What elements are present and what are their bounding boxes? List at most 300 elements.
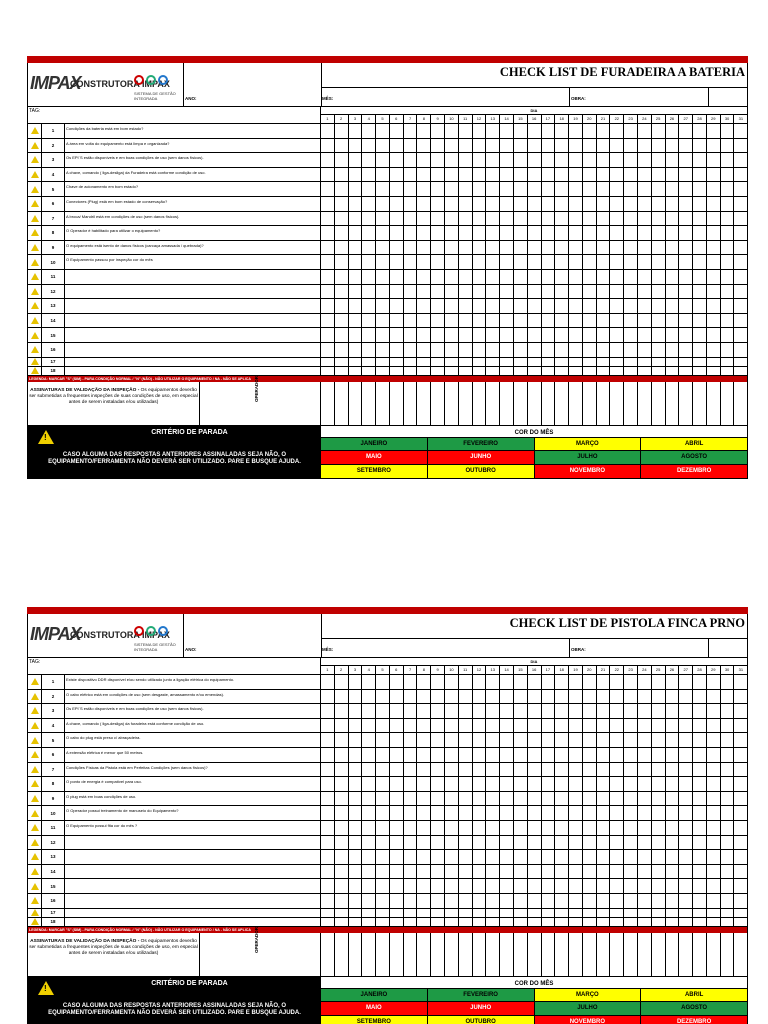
day-check-cell[interactable] bbox=[542, 690, 556, 704]
day-check-cell[interactable] bbox=[473, 719, 487, 733]
day-check-cell[interactable] bbox=[734, 139, 747, 153]
day-check-cell[interactable] bbox=[349, 836, 363, 850]
day-check-cell[interactable] bbox=[500, 763, 514, 777]
day-check-cell[interactable] bbox=[376, 168, 390, 182]
day-check-cell[interactable] bbox=[542, 153, 556, 167]
signature-cell[interactable] bbox=[459, 933, 473, 976]
day-check-cell[interactable] bbox=[514, 675, 528, 689]
day-check-cell[interactable] bbox=[376, 241, 390, 255]
day-check-cell[interactable] bbox=[514, 358, 528, 366]
day-check-cell[interactable] bbox=[362, 226, 376, 240]
day-check-cell[interactable] bbox=[390, 343, 404, 357]
signature-cell[interactable] bbox=[500, 933, 514, 976]
day-check-cell[interactable] bbox=[473, 182, 487, 196]
day-check-cell[interactable] bbox=[666, 719, 680, 733]
day-check-cell[interactable] bbox=[707, 343, 721, 357]
day-check-cell[interactable] bbox=[431, 226, 445, 240]
day-check-cell[interactable] bbox=[707, 197, 721, 211]
day-check-cell[interactable] bbox=[390, 314, 404, 328]
day-check-cell[interactable] bbox=[583, 255, 597, 269]
day-check-cell[interactable] bbox=[652, 197, 666, 211]
day-check-cell[interactable] bbox=[335, 690, 349, 704]
day-check-cell[interactable] bbox=[652, 704, 666, 718]
day-check-cell[interactable] bbox=[610, 241, 624, 255]
day-check-cell[interactable] bbox=[459, 850, 473, 864]
day-check-cell[interactable] bbox=[500, 748, 514, 762]
day-check-cell[interactable] bbox=[486, 865, 500, 879]
day-check-cell[interactable] bbox=[638, 918, 652, 926]
day-check-cell[interactable] bbox=[376, 704, 390, 718]
day-check-cell[interactable] bbox=[569, 865, 583, 879]
day-check-cell[interactable] bbox=[445, 299, 459, 313]
day-check-cell[interactable] bbox=[404, 865, 418, 879]
day-check-cell[interactable] bbox=[638, 894, 652, 908]
day-check-cell[interactable] bbox=[666, 343, 680, 357]
day-check-cell[interactable] bbox=[679, 314, 693, 328]
day-check-cell[interactable] bbox=[528, 241, 542, 255]
day-check-cell[interactable] bbox=[445, 255, 459, 269]
day-check-cell[interactable] bbox=[362, 343, 376, 357]
day-check-cell[interactable] bbox=[624, 704, 638, 718]
day-check-cell[interactable] bbox=[707, 367, 721, 375]
day-check-cell[interactable] bbox=[404, 343, 418, 357]
day-check-cell[interactable] bbox=[473, 763, 487, 777]
day-check-cell[interactable] bbox=[528, 777, 542, 791]
day-check-cell[interactable] bbox=[721, 314, 735, 328]
day-check-cell[interactable] bbox=[652, 806, 666, 820]
day-check-cell[interactable] bbox=[721, 285, 735, 299]
day-check-cell[interactable] bbox=[459, 358, 473, 366]
day-check-cell[interactable] bbox=[486, 367, 500, 375]
day-check-cell[interactable] bbox=[693, 328, 707, 342]
day-check-cell[interactable] bbox=[610, 675, 624, 689]
day-check-cell[interactable] bbox=[693, 777, 707, 791]
day-check-cell[interactable] bbox=[693, 763, 707, 777]
day-check-cell[interactable] bbox=[445, 748, 459, 762]
day-check-cell[interactable] bbox=[431, 836, 445, 850]
day-check-cell[interactable] bbox=[569, 792, 583, 806]
day-check-cell[interactable] bbox=[652, 865, 666, 879]
day-check-cell[interactable] bbox=[390, 792, 404, 806]
day-check-cell[interactable] bbox=[321, 226, 335, 240]
day-check-cell[interactable] bbox=[390, 153, 404, 167]
day-check-cell[interactable] bbox=[473, 299, 487, 313]
day-check-cell[interactable] bbox=[528, 704, 542, 718]
day-check-cell[interactable] bbox=[390, 197, 404, 211]
day-check-cell[interactable] bbox=[473, 241, 487, 255]
day-check-cell[interactable] bbox=[610, 299, 624, 313]
day-check-cell[interactable] bbox=[666, 153, 680, 167]
day-check-cell[interactable] bbox=[679, 821, 693, 835]
day-check-cell[interactable] bbox=[555, 153, 569, 167]
day-check-cell[interactable] bbox=[624, 124, 638, 138]
day-check-cell[interactable] bbox=[431, 918, 445, 926]
day-check-cell[interactable] bbox=[542, 241, 556, 255]
day-check-cell[interactable] bbox=[693, 197, 707, 211]
day-check-cell[interactable] bbox=[417, 270, 431, 284]
day-check-cell[interactable] bbox=[376, 255, 390, 269]
day-check-cell[interactable] bbox=[542, 212, 556, 226]
day-check-cell[interactable] bbox=[542, 367, 556, 375]
day-check-cell[interactable] bbox=[349, 879, 363, 893]
day-check-cell[interactable] bbox=[321, 197, 335, 211]
day-check-cell[interactable] bbox=[679, 197, 693, 211]
day-check-cell[interactable] bbox=[652, 763, 666, 777]
day-check-cell[interactable] bbox=[349, 212, 363, 226]
day-check-cell[interactable] bbox=[666, 704, 680, 718]
day-check-cell[interactable] bbox=[473, 367, 487, 375]
day-check-cell[interactable] bbox=[679, 153, 693, 167]
day-check-cell[interactable] bbox=[362, 168, 376, 182]
day-check-cell[interactable] bbox=[459, 168, 473, 182]
signature-cell[interactable] bbox=[583, 933, 597, 976]
day-check-cell[interactable] bbox=[734, 182, 747, 196]
day-check-cell[interactable] bbox=[349, 690, 363, 704]
day-check-cell[interactable] bbox=[500, 806, 514, 820]
day-check-cell[interactable] bbox=[500, 285, 514, 299]
day-check-cell[interactable] bbox=[390, 168, 404, 182]
day-check-cell[interactable] bbox=[693, 806, 707, 820]
day-check-cell[interactable] bbox=[404, 850, 418, 864]
day-check-cell[interactable] bbox=[652, 285, 666, 299]
day-check-cell[interactable] bbox=[376, 139, 390, 153]
day-check-cell[interactable] bbox=[528, 918, 542, 926]
signature-cell[interactable] bbox=[514, 933, 528, 976]
day-check-cell[interactable] bbox=[610, 748, 624, 762]
day-check-cell[interactable] bbox=[597, 212, 611, 226]
day-check-cell[interactable] bbox=[555, 821, 569, 835]
day-check-cell[interactable] bbox=[417, 182, 431, 196]
day-check-cell[interactable] bbox=[335, 358, 349, 366]
day-check-cell[interactable] bbox=[417, 850, 431, 864]
day-check-cell[interactable] bbox=[445, 719, 459, 733]
day-check-cell[interactable] bbox=[610, 777, 624, 791]
day-check-cell[interactable] bbox=[638, 879, 652, 893]
day-check-cell[interactable] bbox=[514, 777, 528, 791]
day-check-cell[interactable] bbox=[349, 285, 363, 299]
day-check-cell[interactable] bbox=[362, 792, 376, 806]
day-check-cell[interactable] bbox=[583, 367, 597, 375]
day-check-cell[interactable] bbox=[542, 777, 556, 791]
day-check-cell[interactable] bbox=[445, 918, 459, 926]
day-check-cell[interactable] bbox=[638, 212, 652, 226]
day-check-cell[interactable] bbox=[500, 675, 514, 689]
day-check-cell[interactable] bbox=[431, 748, 445, 762]
day-check-cell[interactable] bbox=[417, 806, 431, 820]
day-check-cell[interactable] bbox=[321, 733, 335, 747]
day-check-cell[interactable] bbox=[734, 299, 747, 313]
day-check-cell[interactable] bbox=[321, 719, 335, 733]
day-check-cell[interactable] bbox=[514, 792, 528, 806]
day-check-cell[interactable] bbox=[555, 675, 569, 689]
day-check-cell[interactable] bbox=[555, 733, 569, 747]
day-check-cell[interactable] bbox=[500, 850, 514, 864]
day-check-cell[interactable] bbox=[417, 314, 431, 328]
day-check-cell[interactable] bbox=[431, 285, 445, 299]
day-check-cell[interactable] bbox=[376, 909, 390, 917]
day-check-cell[interactable] bbox=[624, 255, 638, 269]
day-check-cell[interactable] bbox=[583, 894, 597, 908]
day-check-cell[interactable] bbox=[555, 367, 569, 375]
day-check-cell[interactable] bbox=[500, 197, 514, 211]
day-check-cell[interactable] bbox=[321, 124, 335, 138]
day-check-cell[interactable] bbox=[721, 748, 735, 762]
day-check-cell[interactable] bbox=[734, 241, 747, 255]
day-check-cell[interactable] bbox=[721, 690, 735, 704]
day-check-cell[interactable] bbox=[500, 270, 514, 284]
signature-cell[interactable] bbox=[335, 933, 349, 976]
day-check-cell[interactable] bbox=[721, 894, 735, 908]
signature-cell[interactable] bbox=[349, 933, 363, 976]
day-check-cell[interactable] bbox=[707, 241, 721, 255]
day-check-cell[interactable] bbox=[514, 226, 528, 240]
day-check-cell[interactable] bbox=[390, 255, 404, 269]
signature-cell[interactable] bbox=[431, 382, 445, 425]
day-check-cell[interactable] bbox=[431, 894, 445, 908]
day-check-cell[interactable] bbox=[555, 212, 569, 226]
signature-cell[interactable] bbox=[666, 933, 680, 976]
day-check-cell[interactable] bbox=[514, 212, 528, 226]
day-check-cell[interactable] bbox=[404, 182, 418, 196]
day-check-cell[interactable] bbox=[624, 879, 638, 893]
day-check-cell[interactable] bbox=[569, 821, 583, 835]
day-check-cell[interactable] bbox=[624, 299, 638, 313]
day-check-cell[interactable] bbox=[693, 358, 707, 366]
day-check-cell[interactable] bbox=[335, 226, 349, 240]
day-check-cell[interactable] bbox=[666, 124, 680, 138]
day-check-cell[interactable] bbox=[638, 733, 652, 747]
day-check-cell[interactable] bbox=[666, 748, 680, 762]
day-check-cell[interactable] bbox=[528, 879, 542, 893]
signature-cell[interactable] bbox=[652, 933, 666, 976]
day-check-cell[interactable] bbox=[417, 763, 431, 777]
day-check-cell[interactable] bbox=[555, 865, 569, 879]
day-check-cell[interactable] bbox=[417, 197, 431, 211]
day-check-cell[interactable] bbox=[693, 367, 707, 375]
day-check-cell[interactable] bbox=[404, 168, 418, 182]
day-check-cell[interactable] bbox=[583, 821, 597, 835]
day-check-cell[interactable] bbox=[514, 763, 528, 777]
day-check-cell[interactable] bbox=[362, 918, 376, 926]
day-check-cell[interactable] bbox=[335, 879, 349, 893]
day-check-cell[interactable] bbox=[542, 865, 556, 879]
day-check-cell[interactable] bbox=[693, 314, 707, 328]
day-check-cell[interactable] bbox=[693, 690, 707, 704]
day-check-cell[interactable] bbox=[500, 704, 514, 718]
day-check-cell[interactable] bbox=[707, 168, 721, 182]
day-check-cell[interactable] bbox=[734, 733, 747, 747]
day-check-cell[interactable] bbox=[362, 299, 376, 313]
day-check-cell[interactable] bbox=[349, 909, 363, 917]
day-check-cell[interactable] bbox=[666, 690, 680, 704]
day-check-cell[interactable] bbox=[486, 821, 500, 835]
day-check-cell[interactable] bbox=[652, 343, 666, 357]
signature-cell[interactable] bbox=[721, 382, 735, 425]
day-check-cell[interactable] bbox=[486, 197, 500, 211]
day-check-cell[interactable] bbox=[610, 918, 624, 926]
day-check-cell[interactable] bbox=[349, 270, 363, 284]
day-check-cell[interactable] bbox=[362, 909, 376, 917]
day-check-cell[interactable] bbox=[610, 836, 624, 850]
signature-cell[interactable] bbox=[486, 933, 500, 976]
day-check-cell[interactable] bbox=[624, 894, 638, 908]
day-check-cell[interactable] bbox=[404, 792, 418, 806]
day-check-cell[interactable] bbox=[555, 139, 569, 153]
day-check-cell[interactable] bbox=[734, 836, 747, 850]
day-check-cell[interactable] bbox=[459, 124, 473, 138]
day-check-cell[interactable] bbox=[528, 909, 542, 917]
day-check-cell[interactable] bbox=[528, 894, 542, 908]
day-check-cell[interactable] bbox=[597, 865, 611, 879]
day-check-cell[interactable] bbox=[610, 124, 624, 138]
day-check-cell[interactable] bbox=[445, 168, 459, 182]
day-check-cell[interactable] bbox=[486, 850, 500, 864]
day-check-cell[interactable] bbox=[666, 879, 680, 893]
day-check-cell[interactable] bbox=[473, 821, 487, 835]
day-check-cell[interactable] bbox=[583, 690, 597, 704]
day-check-cell[interactable] bbox=[666, 894, 680, 908]
day-check-cell[interactable] bbox=[376, 285, 390, 299]
signature-cell[interactable] bbox=[555, 382, 569, 425]
day-check-cell[interactable] bbox=[500, 343, 514, 357]
day-check-cell[interactable] bbox=[459, 879, 473, 893]
day-check-cell[interactable] bbox=[679, 182, 693, 196]
day-check-cell[interactable] bbox=[679, 212, 693, 226]
day-check-cell[interactable] bbox=[445, 367, 459, 375]
day-check-cell[interactable] bbox=[473, 850, 487, 864]
signature-cell[interactable] bbox=[583, 382, 597, 425]
day-check-cell[interactable] bbox=[638, 285, 652, 299]
day-check-cell[interactable] bbox=[321, 821, 335, 835]
day-check-cell[interactable] bbox=[404, 299, 418, 313]
day-check-cell[interactable] bbox=[638, 792, 652, 806]
day-check-cell[interactable] bbox=[652, 139, 666, 153]
day-check-cell[interactable] bbox=[486, 675, 500, 689]
day-check-cell[interactable] bbox=[734, 894, 747, 908]
day-check-cell[interactable] bbox=[707, 918, 721, 926]
day-check-cell[interactable] bbox=[583, 748, 597, 762]
day-check-cell[interactable] bbox=[528, 733, 542, 747]
day-check-cell[interactable] bbox=[473, 733, 487, 747]
day-check-cell[interactable] bbox=[514, 367, 528, 375]
day-check-cell[interactable] bbox=[555, 124, 569, 138]
day-check-cell[interactable] bbox=[445, 850, 459, 864]
day-check-cell[interactable] bbox=[349, 704, 363, 718]
day-check-cell[interactable] bbox=[555, 850, 569, 864]
day-check-cell[interactable] bbox=[721, 763, 735, 777]
day-check-cell[interactable] bbox=[431, 719, 445, 733]
day-check-cell[interactable] bbox=[473, 270, 487, 284]
day-check-cell[interactable] bbox=[376, 212, 390, 226]
day-check-cell[interactable] bbox=[666, 763, 680, 777]
day-check-cell[interactable] bbox=[349, 806, 363, 820]
day-check-cell[interactable] bbox=[417, 675, 431, 689]
day-check-cell[interactable] bbox=[335, 748, 349, 762]
day-check-cell[interactable] bbox=[638, 139, 652, 153]
signature-cell[interactable] bbox=[707, 382, 721, 425]
day-check-cell[interactable] bbox=[734, 226, 747, 240]
day-check-cell[interactable] bbox=[362, 241, 376, 255]
day-check-cell[interactable] bbox=[583, 675, 597, 689]
day-check-cell[interactable] bbox=[528, 865, 542, 879]
day-check-cell[interactable] bbox=[666, 299, 680, 313]
day-check-cell[interactable] bbox=[569, 704, 583, 718]
day-check-cell[interactable] bbox=[431, 733, 445, 747]
day-check-cell[interactable] bbox=[638, 358, 652, 366]
day-check-cell[interactable] bbox=[666, 270, 680, 284]
day-check-cell[interactable] bbox=[583, 358, 597, 366]
day-check-cell[interactable] bbox=[693, 792, 707, 806]
day-check-cell[interactable] bbox=[597, 704, 611, 718]
day-check-cell[interactable] bbox=[459, 270, 473, 284]
day-check-cell[interactable] bbox=[638, 299, 652, 313]
day-check-cell[interactable] bbox=[569, 270, 583, 284]
day-check-cell[interactable] bbox=[542, 704, 556, 718]
day-check-cell[interactable] bbox=[431, 197, 445, 211]
day-check-cell[interactable] bbox=[459, 675, 473, 689]
day-check-cell[interactable] bbox=[652, 241, 666, 255]
day-check-cell[interactable] bbox=[610, 139, 624, 153]
day-check-cell[interactable] bbox=[417, 212, 431, 226]
day-check-cell[interactable] bbox=[610, 865, 624, 879]
day-check-cell[interactable] bbox=[335, 328, 349, 342]
day-check-cell[interactable] bbox=[349, 226, 363, 240]
day-check-cell[interactable] bbox=[638, 182, 652, 196]
day-check-cell[interactable] bbox=[459, 241, 473, 255]
day-check-cell[interactable] bbox=[597, 894, 611, 908]
day-check-cell[interactable] bbox=[486, 255, 500, 269]
day-check-cell[interactable] bbox=[528, 270, 542, 284]
day-check-cell[interactable] bbox=[473, 139, 487, 153]
day-check-cell[interactable] bbox=[652, 367, 666, 375]
day-check-cell[interactable] bbox=[542, 719, 556, 733]
day-check-cell[interactable] bbox=[707, 836, 721, 850]
day-check-cell[interactable] bbox=[542, 168, 556, 182]
signature-cell[interactable] bbox=[610, 382, 624, 425]
day-check-cell[interactable] bbox=[473, 358, 487, 366]
day-check-cell[interactable] bbox=[666, 865, 680, 879]
day-check-cell[interactable] bbox=[417, 153, 431, 167]
day-check-cell[interactable] bbox=[707, 153, 721, 167]
day-check-cell[interactable] bbox=[542, 894, 556, 908]
day-check-cell[interactable] bbox=[376, 806, 390, 820]
day-check-cell[interactable] bbox=[362, 821, 376, 835]
day-check-cell[interactable] bbox=[514, 182, 528, 196]
day-check-cell[interactable] bbox=[362, 270, 376, 284]
day-check-cell[interactable] bbox=[693, 909, 707, 917]
day-check-cell[interactable] bbox=[321, 299, 335, 313]
day-check-cell[interactable] bbox=[583, 314, 597, 328]
day-check-cell[interactable] bbox=[624, 226, 638, 240]
day-check-cell[interactable] bbox=[679, 270, 693, 284]
day-check-cell[interactable] bbox=[679, 777, 693, 791]
day-check-cell[interactable] bbox=[404, 879, 418, 893]
day-check-cell[interactable] bbox=[583, 241, 597, 255]
day-check-cell[interactable] bbox=[335, 255, 349, 269]
day-check-cell[interactable] bbox=[638, 343, 652, 357]
signature-cell[interactable] bbox=[734, 382, 747, 425]
day-check-cell[interactable] bbox=[679, 675, 693, 689]
day-check-cell[interactable] bbox=[555, 328, 569, 342]
day-check-cell[interactable] bbox=[734, 153, 747, 167]
signature-cell[interactable] bbox=[610, 933, 624, 976]
day-check-cell[interactable] bbox=[583, 836, 597, 850]
day-check-cell[interactable] bbox=[624, 748, 638, 762]
day-check-cell[interactable] bbox=[459, 314, 473, 328]
day-check-cell[interactable] bbox=[349, 255, 363, 269]
day-check-cell[interactable] bbox=[597, 285, 611, 299]
day-check-cell[interactable] bbox=[514, 704, 528, 718]
